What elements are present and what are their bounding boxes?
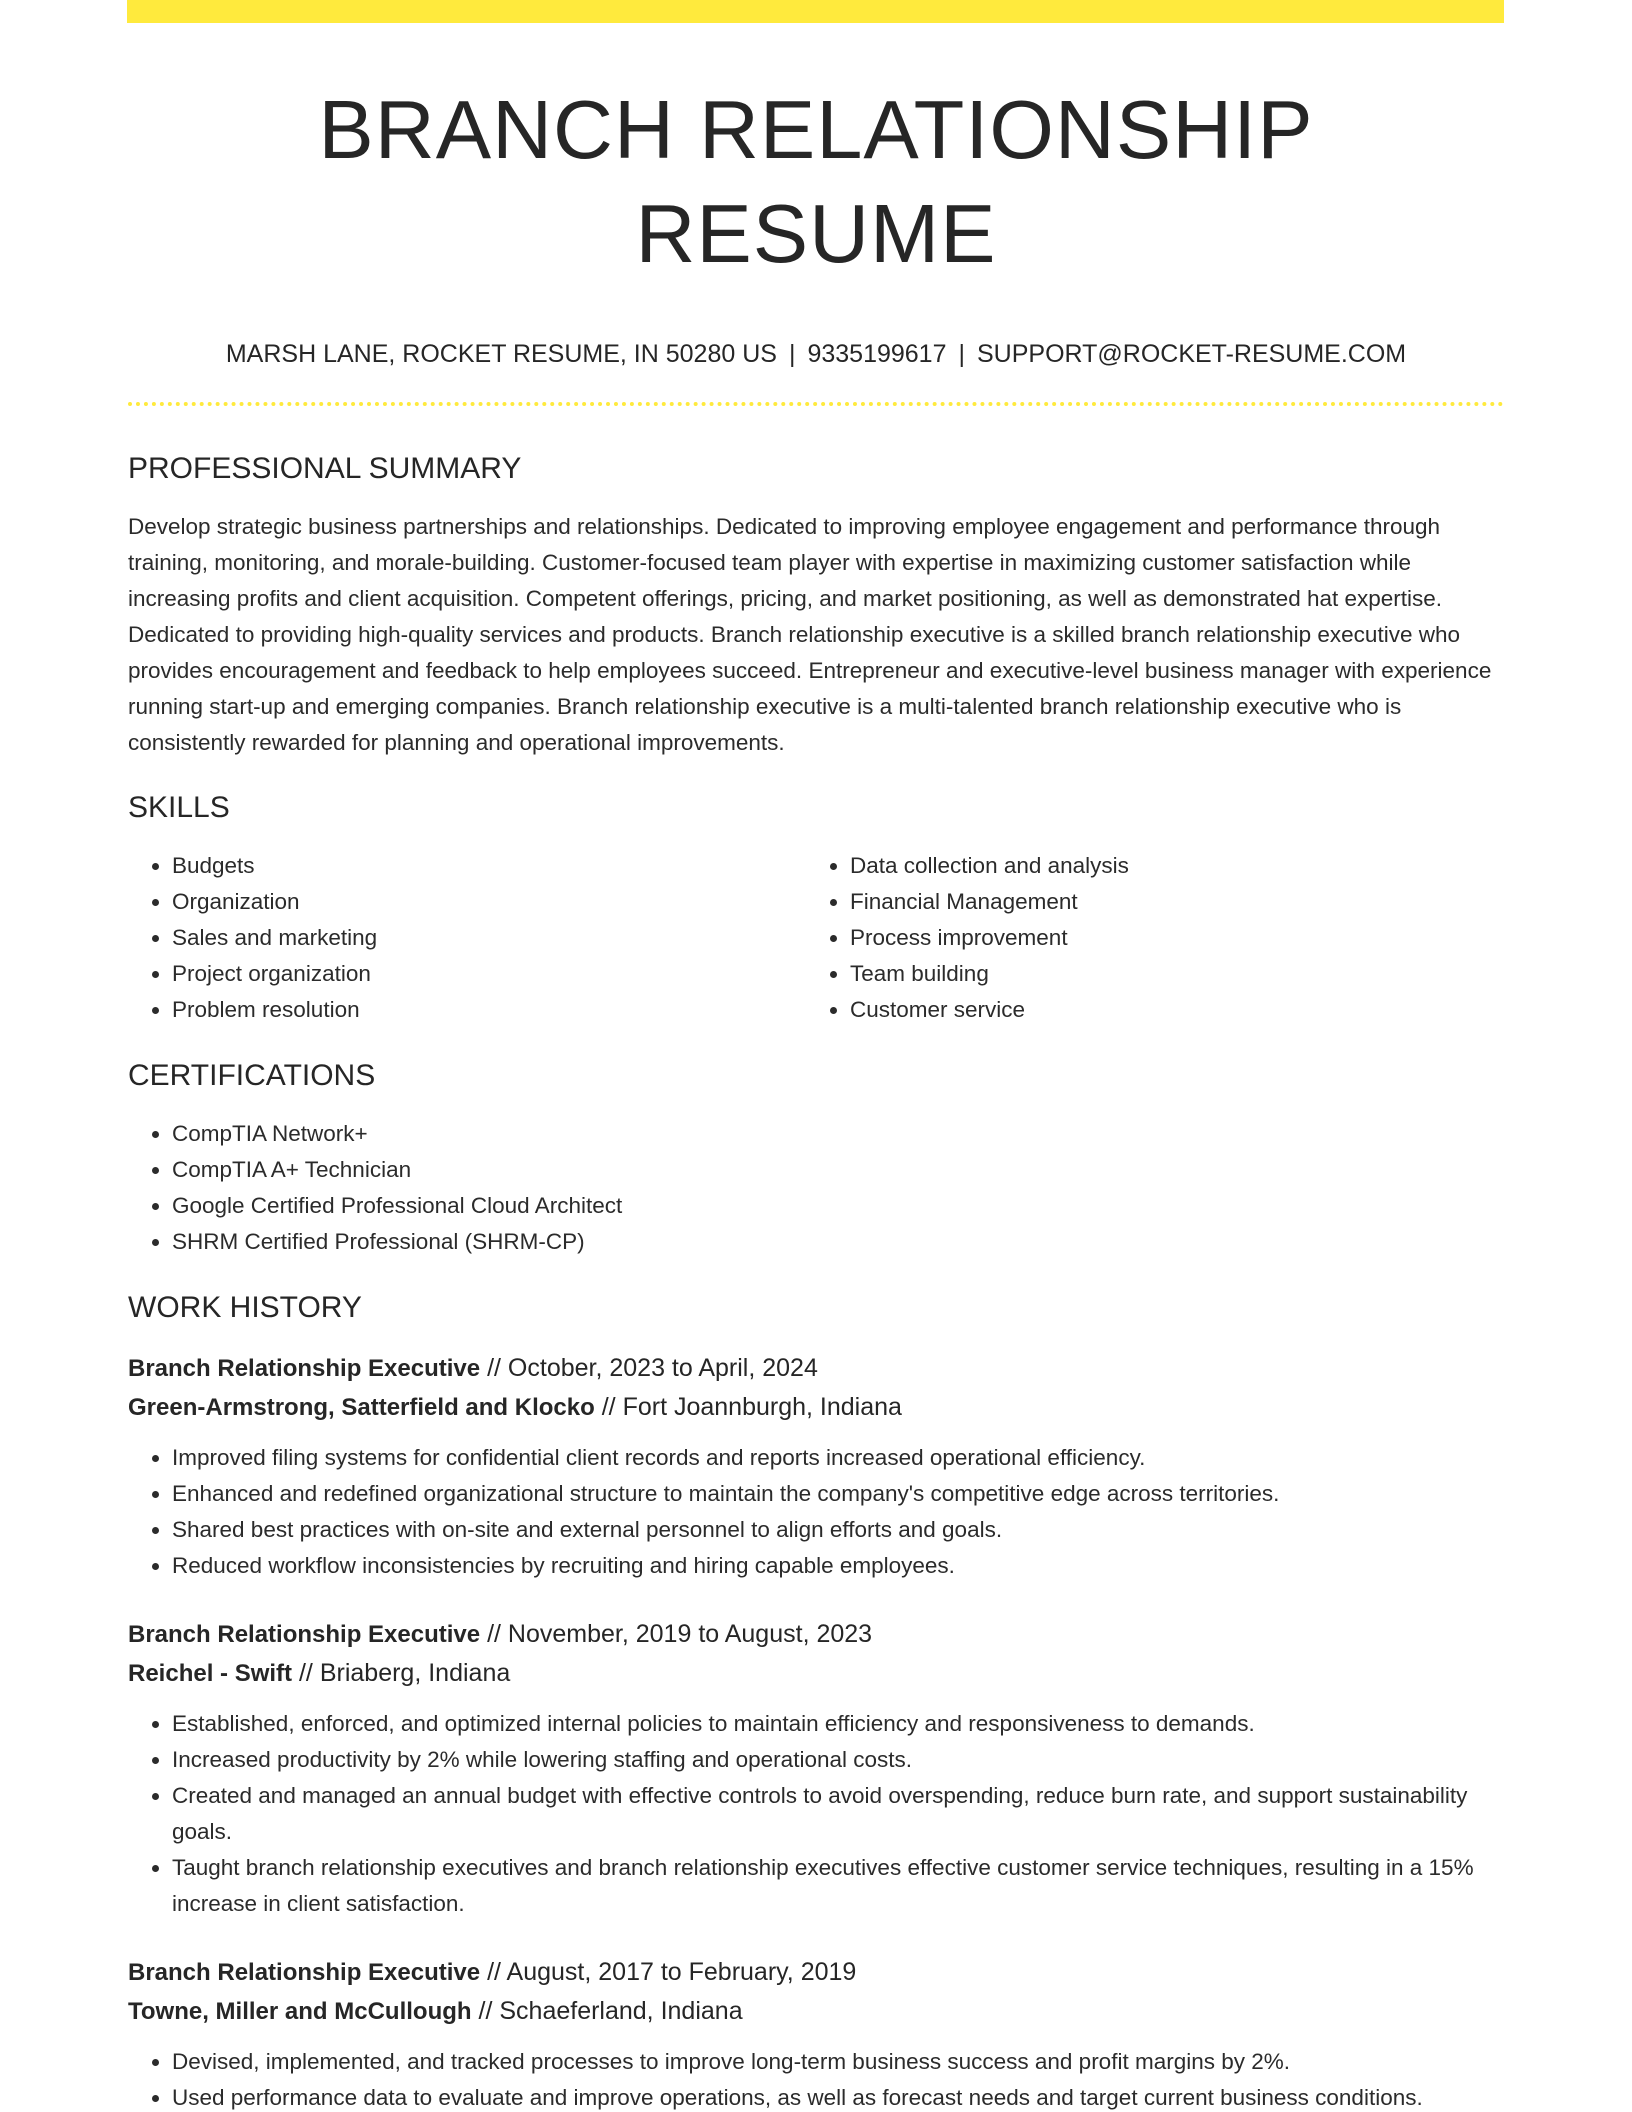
job-bullet: • Devised, implemented, and tracked processes to improve long-term business success and profit margins by 2%. bbox=[172, 2044, 1504, 2080]
job-divider: // bbox=[487, 1354, 501, 1382]
skill-item: • Customer service bbox=[850, 992, 1484, 1028]
job-title: Branch Relationship Executive bbox=[128, 1621, 481, 1648]
job-dates: November, 2019 to August, 2023 bbox=[507, 1620, 873, 1648]
resume-content bbox=[128, 0, 1504, 2112]
job-company: Towne, Miller and McCullough bbox=[128, 1998, 472, 2025]
skill-item: • Budgets bbox=[172, 848, 806, 884]
job-divider: // bbox=[487, 1620, 501, 1648]
work-history-heading: WORK HISTORY bbox=[128, 1291, 362, 1324]
dotted-divider bbox=[128, 402, 1504, 406]
job-divider: // bbox=[478, 1997, 493, 2025]
job-bullet: • Improved filing systems for confidential client records and reports increased operational efficiency. bbox=[172, 1440, 1504, 1476]
skills-heading: SKILLS bbox=[128, 791, 230, 824]
job-bullet: • Taught branch relationship executives and branch relationship executives effective customer service techniques, resulting in a 15% increase in client satisfaction. bbox=[172, 1850, 1504, 1922]
job-divider: // bbox=[298, 1659, 313, 1687]
contact-line bbox=[128, 338, 1504, 370]
skill-item: • Sales and marketing bbox=[172, 920, 806, 956]
contact-email: SUPPORT@ROCKET-RESUME.COM bbox=[977, 340, 1407, 368]
job-divider: // bbox=[487, 1958, 501, 1986]
summary-heading: PROFESSIONAL SUMMARY bbox=[128, 452, 522, 485]
skill-item: • Team building bbox=[850, 956, 1484, 992]
job-bullet: • Created and managed an annual budget with effective controls to avoid overspending, reduce burn rate, and support sustainability goals. bbox=[172, 1778, 1504, 1850]
skill-item: • Problem resolution bbox=[172, 992, 806, 1028]
job-entry bbox=[128, 1953, 1504, 2112]
job-location: Schaeferland, Indiana bbox=[499, 1997, 743, 2025]
job-company: Green-Armstrong, Satterfield and Klocko bbox=[128, 1394, 595, 1421]
job-company-line bbox=[128, 1388, 1504, 1427]
certification-item: • Google Certified Professional Cloud Architect bbox=[172, 1188, 1504, 1224]
resume-title: BRANCH RELATIONSHIP RESUME bbox=[318, 83, 1314, 280]
skill-item: • Process improvement bbox=[850, 920, 1484, 956]
skill-item: • Project organization bbox=[172, 956, 806, 992]
job-dates: August, 2017 to February, 2019 bbox=[506, 1958, 857, 1986]
job-bullet: • Established, enforced, and optimized internal policies to maintain efficiency and responsiveness to demands. bbox=[172, 1706, 1504, 1742]
skill-item: • Data collection and analysis bbox=[850, 848, 1484, 884]
job-location: Briaberg, Indiana bbox=[319, 1659, 511, 1687]
contact-address: MARSH LANE, ROCKET RESUME, IN 50280 US bbox=[225, 340, 777, 368]
job-bullet: • Reduced workflow inconsistencies by recruiting and hiring capable employees. bbox=[172, 1548, 1504, 1584]
job-title: Branch Relationship Executive bbox=[128, 1959, 481, 1986]
job-location: Fort Joannburgh, Indiana bbox=[622, 1393, 902, 1421]
job-bullet: • Increased productivity by 2% while lowering staffing and operational costs. bbox=[172, 1742, 1504, 1778]
contact-separator: | bbox=[788, 340, 796, 368]
job-bullet-list bbox=[128, 1440, 1504, 1584]
skill-item: • Financial Management bbox=[850, 884, 1484, 920]
job-title-line bbox=[128, 1615, 1504, 1654]
skill-item: • Organization bbox=[172, 884, 806, 920]
job-title-line bbox=[128, 1953, 1504, 1992]
skills-columns bbox=[128, 848, 1504, 1028]
job-bullet-list bbox=[128, 1706, 1504, 1922]
job-company-line bbox=[128, 1992, 1504, 2031]
summary-text: Develop strategic business partnerships and relationships. Dedicated to improving employee engagement and performance through training, monitoring, and morale-building. Customer-focused team player with expertise in maximizing customer satisfaction while increasing profits and client acquisition. Competent offerings, pricing, and market positioning, as well as demonstrated hat expertise. Dedicated to providing high-quality services and products. Branch relationship executive is a skilled branch relationship executive who provides encouragement and feedback to help employees succeed. Entrepreneur and executive-level business manager with experience running start-up and emerging companies. Branch relationship executive is a multi-talented branch relationship executive who is consistently rewarded for planning and operational improvements. bbox=[128, 514, 1492, 755]
certification-item: • CompTIA Network+ bbox=[172, 1116, 1504, 1152]
certifications-list bbox=[128, 1116, 1504, 1260]
work-history-list bbox=[128, 1349, 1504, 2112]
skills-list-left bbox=[128, 848, 806, 1028]
certifications-heading: CERTIFICATIONS bbox=[128, 1059, 376, 1092]
job-dates: October, 2023 to April, 2024 bbox=[507, 1354, 818, 1382]
job-title-line bbox=[128, 1349, 1504, 1388]
job-bullet: • Enhanced and redefined organizational structure to maintain the company's competitive edge across territories. bbox=[172, 1476, 1504, 1512]
job-company: Reichel - Swift bbox=[128, 1660, 293, 1687]
job-bullet-list bbox=[128, 2044, 1504, 2112]
contact-separator: | bbox=[958, 340, 965, 368]
skills-list-right bbox=[806, 848, 1484, 1028]
job-entry bbox=[128, 1349, 1504, 1584]
job-bullet: • Used performance data to evaluate and improve operations, as well as forecast needs and target current business conditions. bbox=[172, 2080, 1504, 2112]
job-company-line bbox=[128, 1654, 1504, 1693]
certification-item: • CompTIA A+ Technician bbox=[172, 1152, 1504, 1188]
job-bullet: • Shared best practices with on-site and external personnel to align efforts and goals. bbox=[172, 1512, 1504, 1548]
job-entry bbox=[128, 1615, 1504, 1922]
job-title: Branch Relationship Executive bbox=[128, 1355, 481, 1382]
job-divider: // bbox=[601, 1393, 616, 1421]
contact-phone: 9335199617 bbox=[807, 340, 947, 368]
certification-item: • SHRM Certified Professional (SHRM-CP) bbox=[172, 1224, 1504, 1260]
